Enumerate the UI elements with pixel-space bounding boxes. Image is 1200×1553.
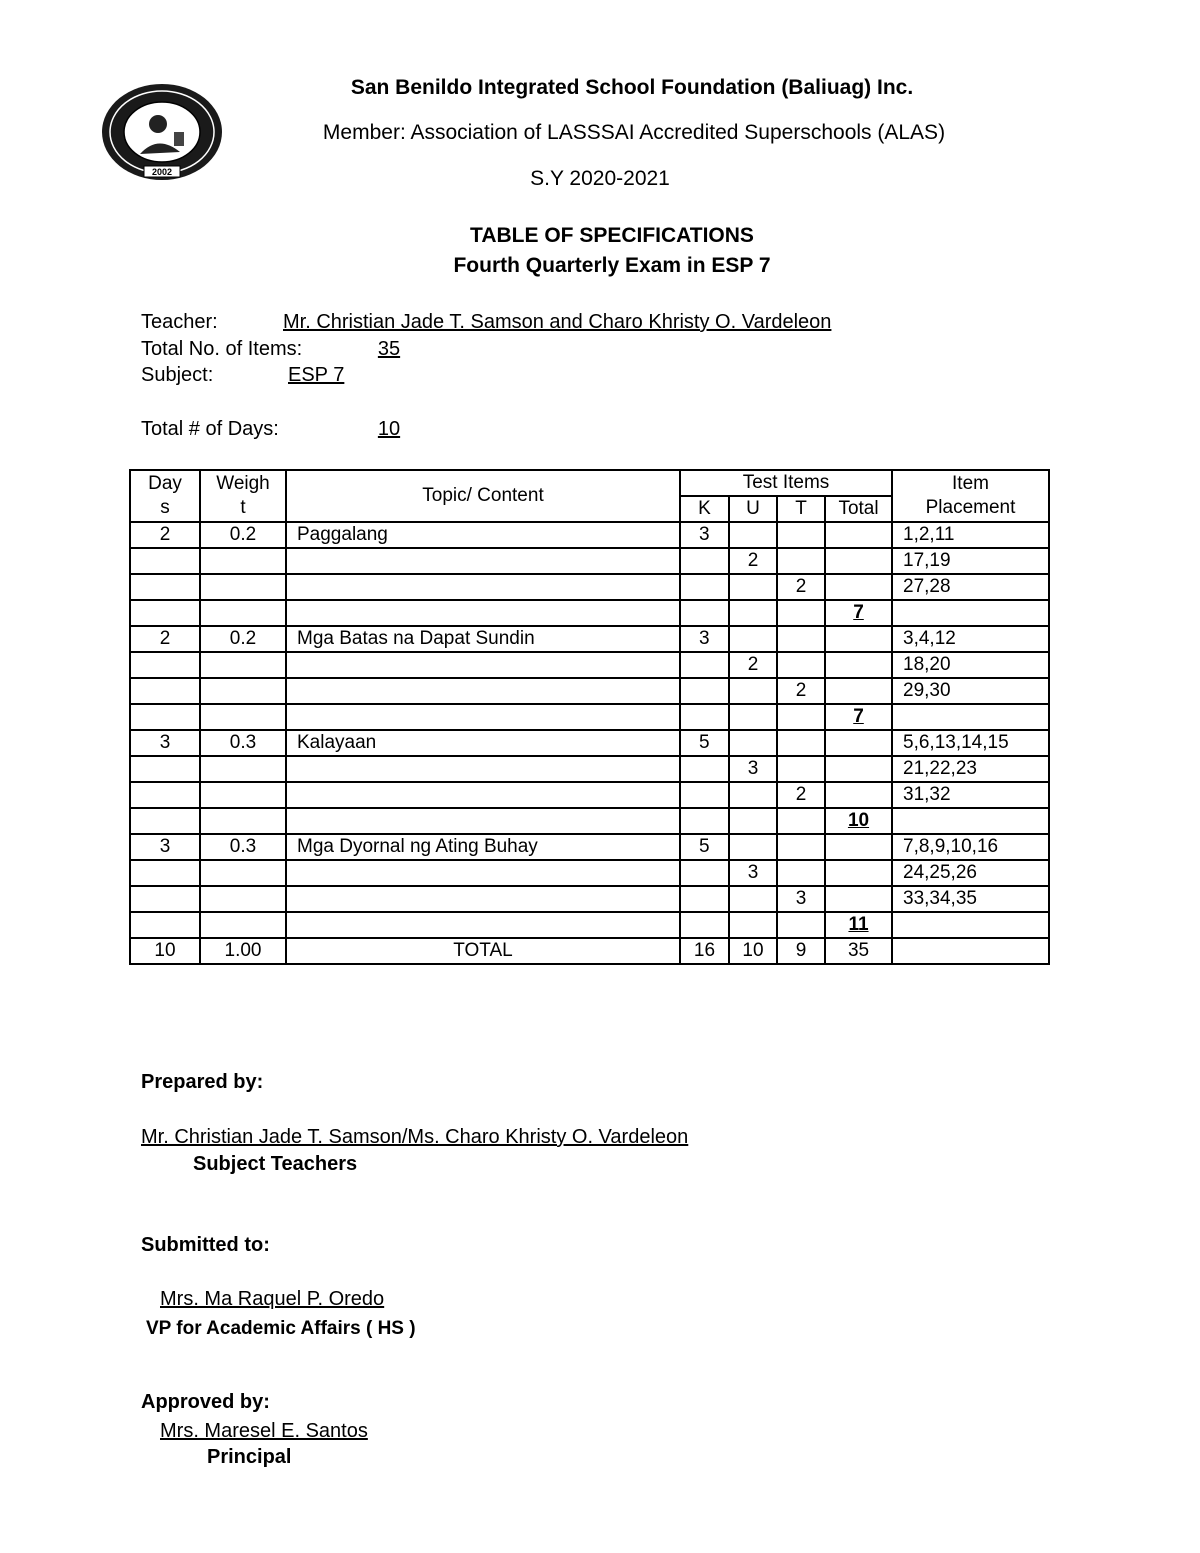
approved-role: Principal [207, 1446, 292, 1468]
topic-cell [286, 756, 680, 782]
table-row [130, 860, 1049, 886]
weight-cell [200, 704, 286, 730]
k-cell: 5 [680, 834, 729, 860]
days-label: Total # of Days: [141, 418, 279, 440]
k-cell: 5 [680, 730, 729, 756]
k-cell [680, 678, 729, 704]
days-value: 10 [377, 418, 401, 440]
days-cell [130, 600, 200, 626]
t-cell [777, 626, 825, 652]
weight-cell [200, 808, 286, 834]
topic-cell [286, 600, 680, 626]
u-cell: 2 [729, 548, 777, 574]
placement-cell: 7,8,9,10,16 [892, 834, 1049, 860]
total-cell [825, 574, 892, 600]
k-cell: 3 [680, 626, 729, 652]
topic-cell [286, 912, 680, 938]
subject-value: ESP 7 [288, 364, 345, 386]
table-row [130, 522, 1049, 548]
total-cell [825, 548, 892, 574]
u-cell: 3 [729, 756, 777, 782]
t-cell [777, 522, 825, 548]
subtotal-row [130, 704, 1049, 730]
t-cell [777, 756, 825, 782]
header-t: T [777, 496, 825, 522]
submitted-label: Submitted to: [141, 1234, 270, 1256]
weight-cell [200, 600, 286, 626]
placement-cell [892, 912, 1049, 938]
subtotal-row [130, 808, 1049, 834]
submitted-role: VP for Academic Affairs ( HS ) [146, 1318, 416, 1339]
days-cell [130, 808, 200, 834]
subtotal-cell: 7 [825, 704, 892, 730]
subtotal-row [130, 600, 1049, 626]
t-cell [777, 860, 825, 886]
u-cell [729, 808, 777, 834]
placement-cell: 18,20 [892, 652, 1049, 678]
subject-label: Subject: [141, 364, 214, 386]
weight-cell: 0.3 [200, 730, 286, 756]
approved-label: Approved by: [141, 1391, 270, 1413]
table-row [130, 678, 1049, 704]
t-cell [777, 548, 825, 574]
u-cell: 3 [729, 860, 777, 886]
topic-cell [286, 782, 680, 808]
days-cell [130, 912, 200, 938]
placement-cell: 21,22,23 [892, 756, 1049, 782]
t-cell [777, 808, 825, 834]
t-cell [777, 834, 825, 860]
total-row [130, 938, 1049, 964]
u-cell [729, 626, 777, 652]
topic-cell: Kalayaan [286, 730, 680, 756]
placement-cell: 5,6,13,14,15 [892, 730, 1049, 756]
teacher-label: Teacher: [141, 311, 218, 333]
school-name: San Benildo Integrated School Foundation (Baliuag) Inc. [350, 76, 914, 99]
table-body [130, 470, 1049, 964]
k-cell: 3 [680, 522, 729, 548]
topic-cell: Mga Batas na Dapat Sundin [286, 626, 680, 652]
placement-cell [892, 938, 1049, 964]
days-cell: 3 [130, 834, 200, 860]
seal-year: 2002 [151, 167, 173, 177]
total-cell [825, 860, 892, 886]
subtotal-row [130, 912, 1049, 938]
placement-cell: 31,32 [892, 782, 1049, 808]
total-cell [825, 522, 892, 548]
header-k: K [680, 496, 729, 522]
days-cell [130, 548, 200, 574]
subtotal-cell: 10 [825, 808, 892, 834]
total-cell [825, 652, 892, 678]
k-cell [680, 652, 729, 678]
specifications-table [129, 469, 1050, 965]
placement-cell [892, 600, 1049, 626]
total-cell [825, 756, 892, 782]
days-cell [130, 574, 200, 600]
header-days: Day s [130, 470, 200, 522]
k-cell [680, 600, 729, 626]
placement-cell: 3,4,12 [892, 626, 1049, 652]
topic-cell [286, 704, 680, 730]
items-label: Total No. of Items: [141, 338, 303, 360]
prepared-role: Subject Teachers [193, 1153, 358, 1175]
topic-cell [286, 574, 680, 600]
table-row [130, 626, 1049, 652]
k-cell [680, 548, 729, 574]
u-cell [729, 912, 777, 938]
total-k-cell: 16 [680, 938, 729, 964]
t-cell [777, 704, 825, 730]
days-cell: 3 [130, 730, 200, 756]
t-cell [777, 912, 825, 938]
days-cell [130, 678, 200, 704]
placement-cell: 27,28 [892, 574, 1049, 600]
weight-cell [200, 678, 286, 704]
header-test-items: Test Items [680, 470, 892, 496]
header-weight: Weigh t [200, 470, 286, 522]
table-row [130, 730, 1049, 756]
k-cell [680, 860, 729, 886]
k-cell [680, 574, 729, 600]
k-cell [680, 782, 729, 808]
placement-cell: 1,2,11 [892, 522, 1049, 548]
t-cell: 2 [777, 678, 825, 704]
u-cell [729, 574, 777, 600]
u-cell: 2 [729, 652, 777, 678]
member-line: Member: Association of LASSSAI Accredited Superschools (ALAS) [322, 121, 946, 144]
weight-cell [200, 756, 286, 782]
u-cell [729, 886, 777, 912]
submitted-name: Mrs. Ma Raquel P. Oredo [160, 1288, 385, 1310]
total-cell [825, 782, 892, 808]
total-cell [825, 834, 892, 860]
weight-cell: 0.2 [200, 626, 286, 652]
total-cell [825, 678, 892, 704]
days-cell: 2 [130, 522, 200, 548]
prepared-name: Mr. Christian Jade T. Samson/Ms. Charo Khristy O. Vardeleon [141, 1126, 689, 1148]
t-cell: 2 [777, 574, 825, 600]
approved-name: Mrs. Maresel E. Santos [160, 1420, 368, 1442]
placement-cell: 33,34,35 [892, 886, 1049, 912]
weight-cell [200, 652, 286, 678]
header-row [130, 470, 1049, 496]
subtotal-cell: 7 [825, 600, 892, 626]
topic-cell: Mga Dyornal ng Ating Buhay [286, 834, 680, 860]
table-row [130, 574, 1049, 600]
days-cell [130, 860, 200, 886]
weight-cell: 0.2 [200, 522, 286, 548]
u-cell [729, 730, 777, 756]
topic-cell [286, 808, 680, 834]
u-cell [729, 704, 777, 730]
t-cell [777, 600, 825, 626]
placement-cell [892, 808, 1049, 834]
school-year: S.Y 2020-2021 [530, 167, 670, 190]
weight-cell [200, 912, 286, 938]
days-cell [130, 782, 200, 808]
doc-title: TABLE OF SPECIFICATIONS [470, 224, 754, 247]
total-cell [825, 730, 892, 756]
table-row [130, 756, 1049, 782]
t-cell: 3 [777, 886, 825, 912]
u-cell [729, 678, 777, 704]
days-cell [130, 652, 200, 678]
total-t-cell: 9 [777, 938, 825, 964]
k-cell [680, 808, 729, 834]
topic-cell [286, 860, 680, 886]
table-row [130, 652, 1049, 678]
weight-cell [200, 574, 286, 600]
total-weight-cell: 1.00 [200, 938, 286, 964]
k-cell [680, 756, 729, 782]
header-topic: Topic/ Content [286, 470, 680, 522]
k-cell [680, 912, 729, 938]
placement-cell: 24,25,26 [892, 860, 1049, 886]
weight-cell [200, 548, 286, 574]
u-cell [729, 522, 777, 548]
days-cell [130, 886, 200, 912]
table-row [130, 548, 1049, 574]
teacher-value: Mr. Christian Jade T. Samson and Charo Khristy O. Vardeleon [283, 311, 832, 333]
u-cell [729, 600, 777, 626]
weight-cell [200, 782, 286, 808]
days-cell: 2 [130, 626, 200, 652]
topic-cell [286, 886, 680, 912]
t-cell [777, 730, 825, 756]
header-u: U [729, 496, 777, 522]
placement-cell: 17,19 [892, 548, 1049, 574]
total-label-cell: TOTAL [286, 938, 680, 964]
grand-total-cell: 35 [825, 938, 892, 964]
weight-cell [200, 860, 286, 886]
t-cell [777, 652, 825, 678]
items-value: 35 [377, 338, 401, 360]
topic-cell [286, 548, 680, 574]
total-cell [825, 886, 892, 912]
doc-subtitle: Fourth Quarterly Exam in ESP 7 [453, 254, 771, 277]
total-u-cell: 10 [729, 938, 777, 964]
header-placement: Item Placement [892, 470, 1049, 522]
topic-cell [286, 652, 680, 678]
u-cell [729, 834, 777, 860]
total-days-cell: 10 [130, 938, 200, 964]
placement-cell [892, 704, 1049, 730]
u-cell [729, 782, 777, 808]
days-cell [130, 756, 200, 782]
t-cell: 2 [777, 782, 825, 808]
table-row [130, 834, 1049, 860]
prepared-label: Prepared by: [141, 1071, 264, 1093]
k-cell [680, 704, 729, 730]
topic-cell: Paggalang [286, 522, 680, 548]
subtotal-cell: 11 [825, 912, 892, 938]
weight-cell [200, 886, 286, 912]
weight-cell: 0.3 [200, 834, 286, 860]
placement-cell: 29,30 [892, 678, 1049, 704]
k-cell [680, 886, 729, 912]
table-row [130, 886, 1049, 912]
header-total: Total [825, 496, 892, 522]
days-cell [130, 704, 200, 730]
total-cell [825, 626, 892, 652]
table-row [130, 782, 1049, 808]
topic-cell [286, 678, 680, 704]
